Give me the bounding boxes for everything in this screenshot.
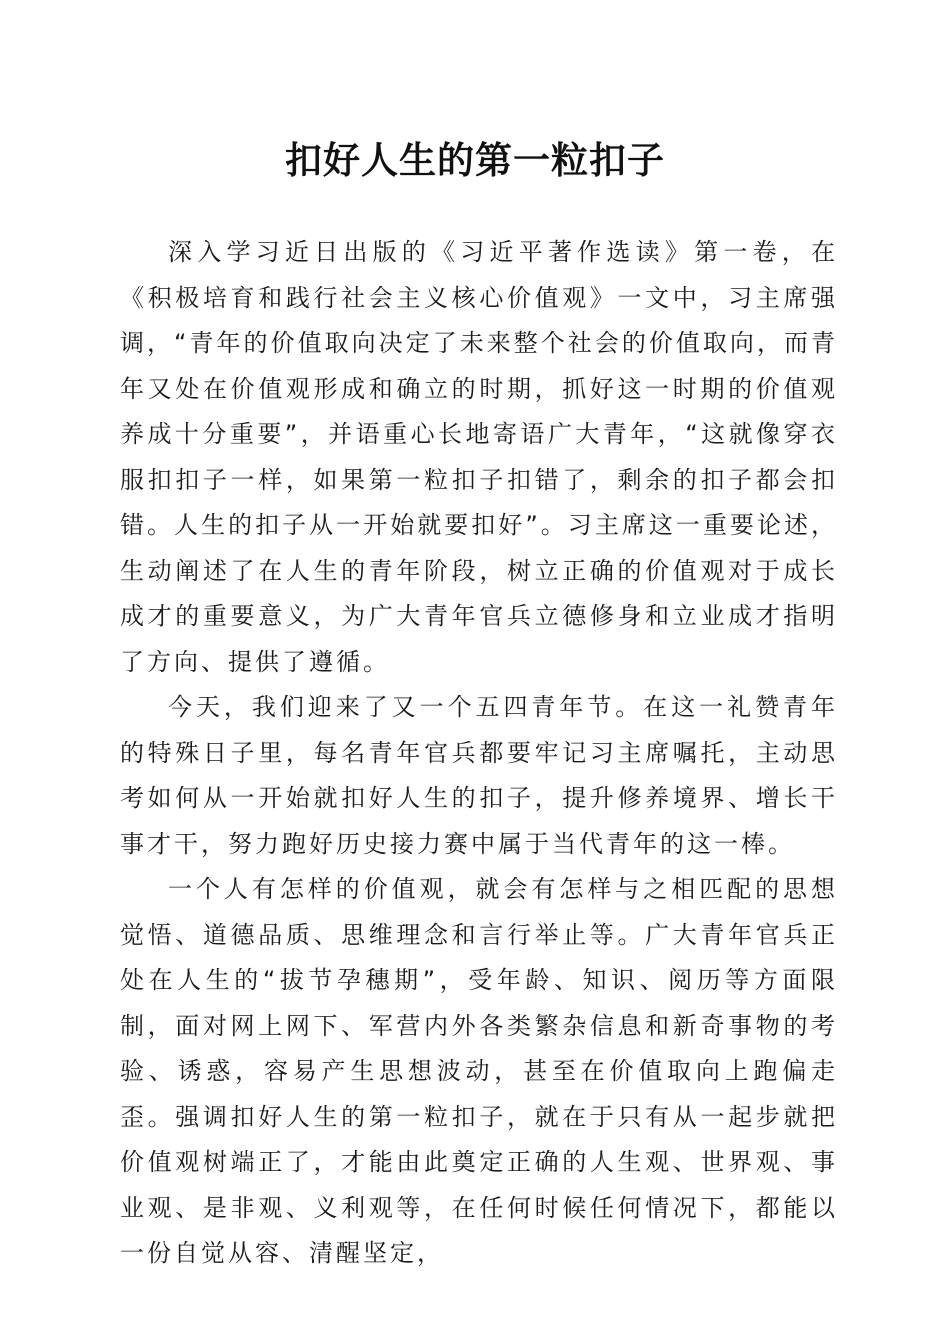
document-body <box>120 230 838 1277</box>
document-title: 扣好人生的第一粒扣子 <box>285 138 665 182</box>
paragraph-1: 深入学习近日出版的《习近平著作选读》第一卷，在《积极培育和践行社会主义核心价值观》一文中，习主席强调，“青年的价值取向决定了未来整个社会的价值取向，而青年又处在价值观形成和确立的时期，抓好这一时期的价值观养成十分重要”，并语重心长地寄语广大青年，“这就像穿衣服扣扣子一样，如果第一粒扣子扣错了，剩余的扣子都会扣错。人生的扣子从一开始就要扣好”。习主席这一重要论述，生动阐述了在人生的青年阶段，树立正确的价值观对于成长成才的重要意义，为广大青年官兵立德修身和立业成才指明了方向、提供了遵循。 <box>120 238 838 676</box>
paragraph-2: 今天，我们迎来了又一个五四青年节。在这一礼赞青年的特殊日子里，每名青年官兵都要牢记习主席嘱托，主动思考如何从一开始就扣好人生的扣子，提升修养境界、增长干事才干，努力跑好历史接力赛中属于当代青年的这一棒。 <box>120 693 838 858</box>
paragraph-3: 一个人有怎样的价值观，就会有怎样与之相匹配的思想觉悟、道德品质、思维理念和言行举止等。广大青年官兵正处在人生的“拔节孕穗期”，受年龄、知识、阅历等方面限制，面对网上网下、军营内外各类繁杂信息和新奇事物的考验、诱惑，容易产生思想波动，甚至在价值取向上跑偏走歪。强调扣好人生的第一粒扣子，就在于只有从一起步就把价值观树端正了，才能由此奠定正确的人生观、世界观、事业观、是非观、义利观等，在任何时候任何情况下，都能以一份自觉从容、清醒坚定， <box>120 875 838 1267</box>
